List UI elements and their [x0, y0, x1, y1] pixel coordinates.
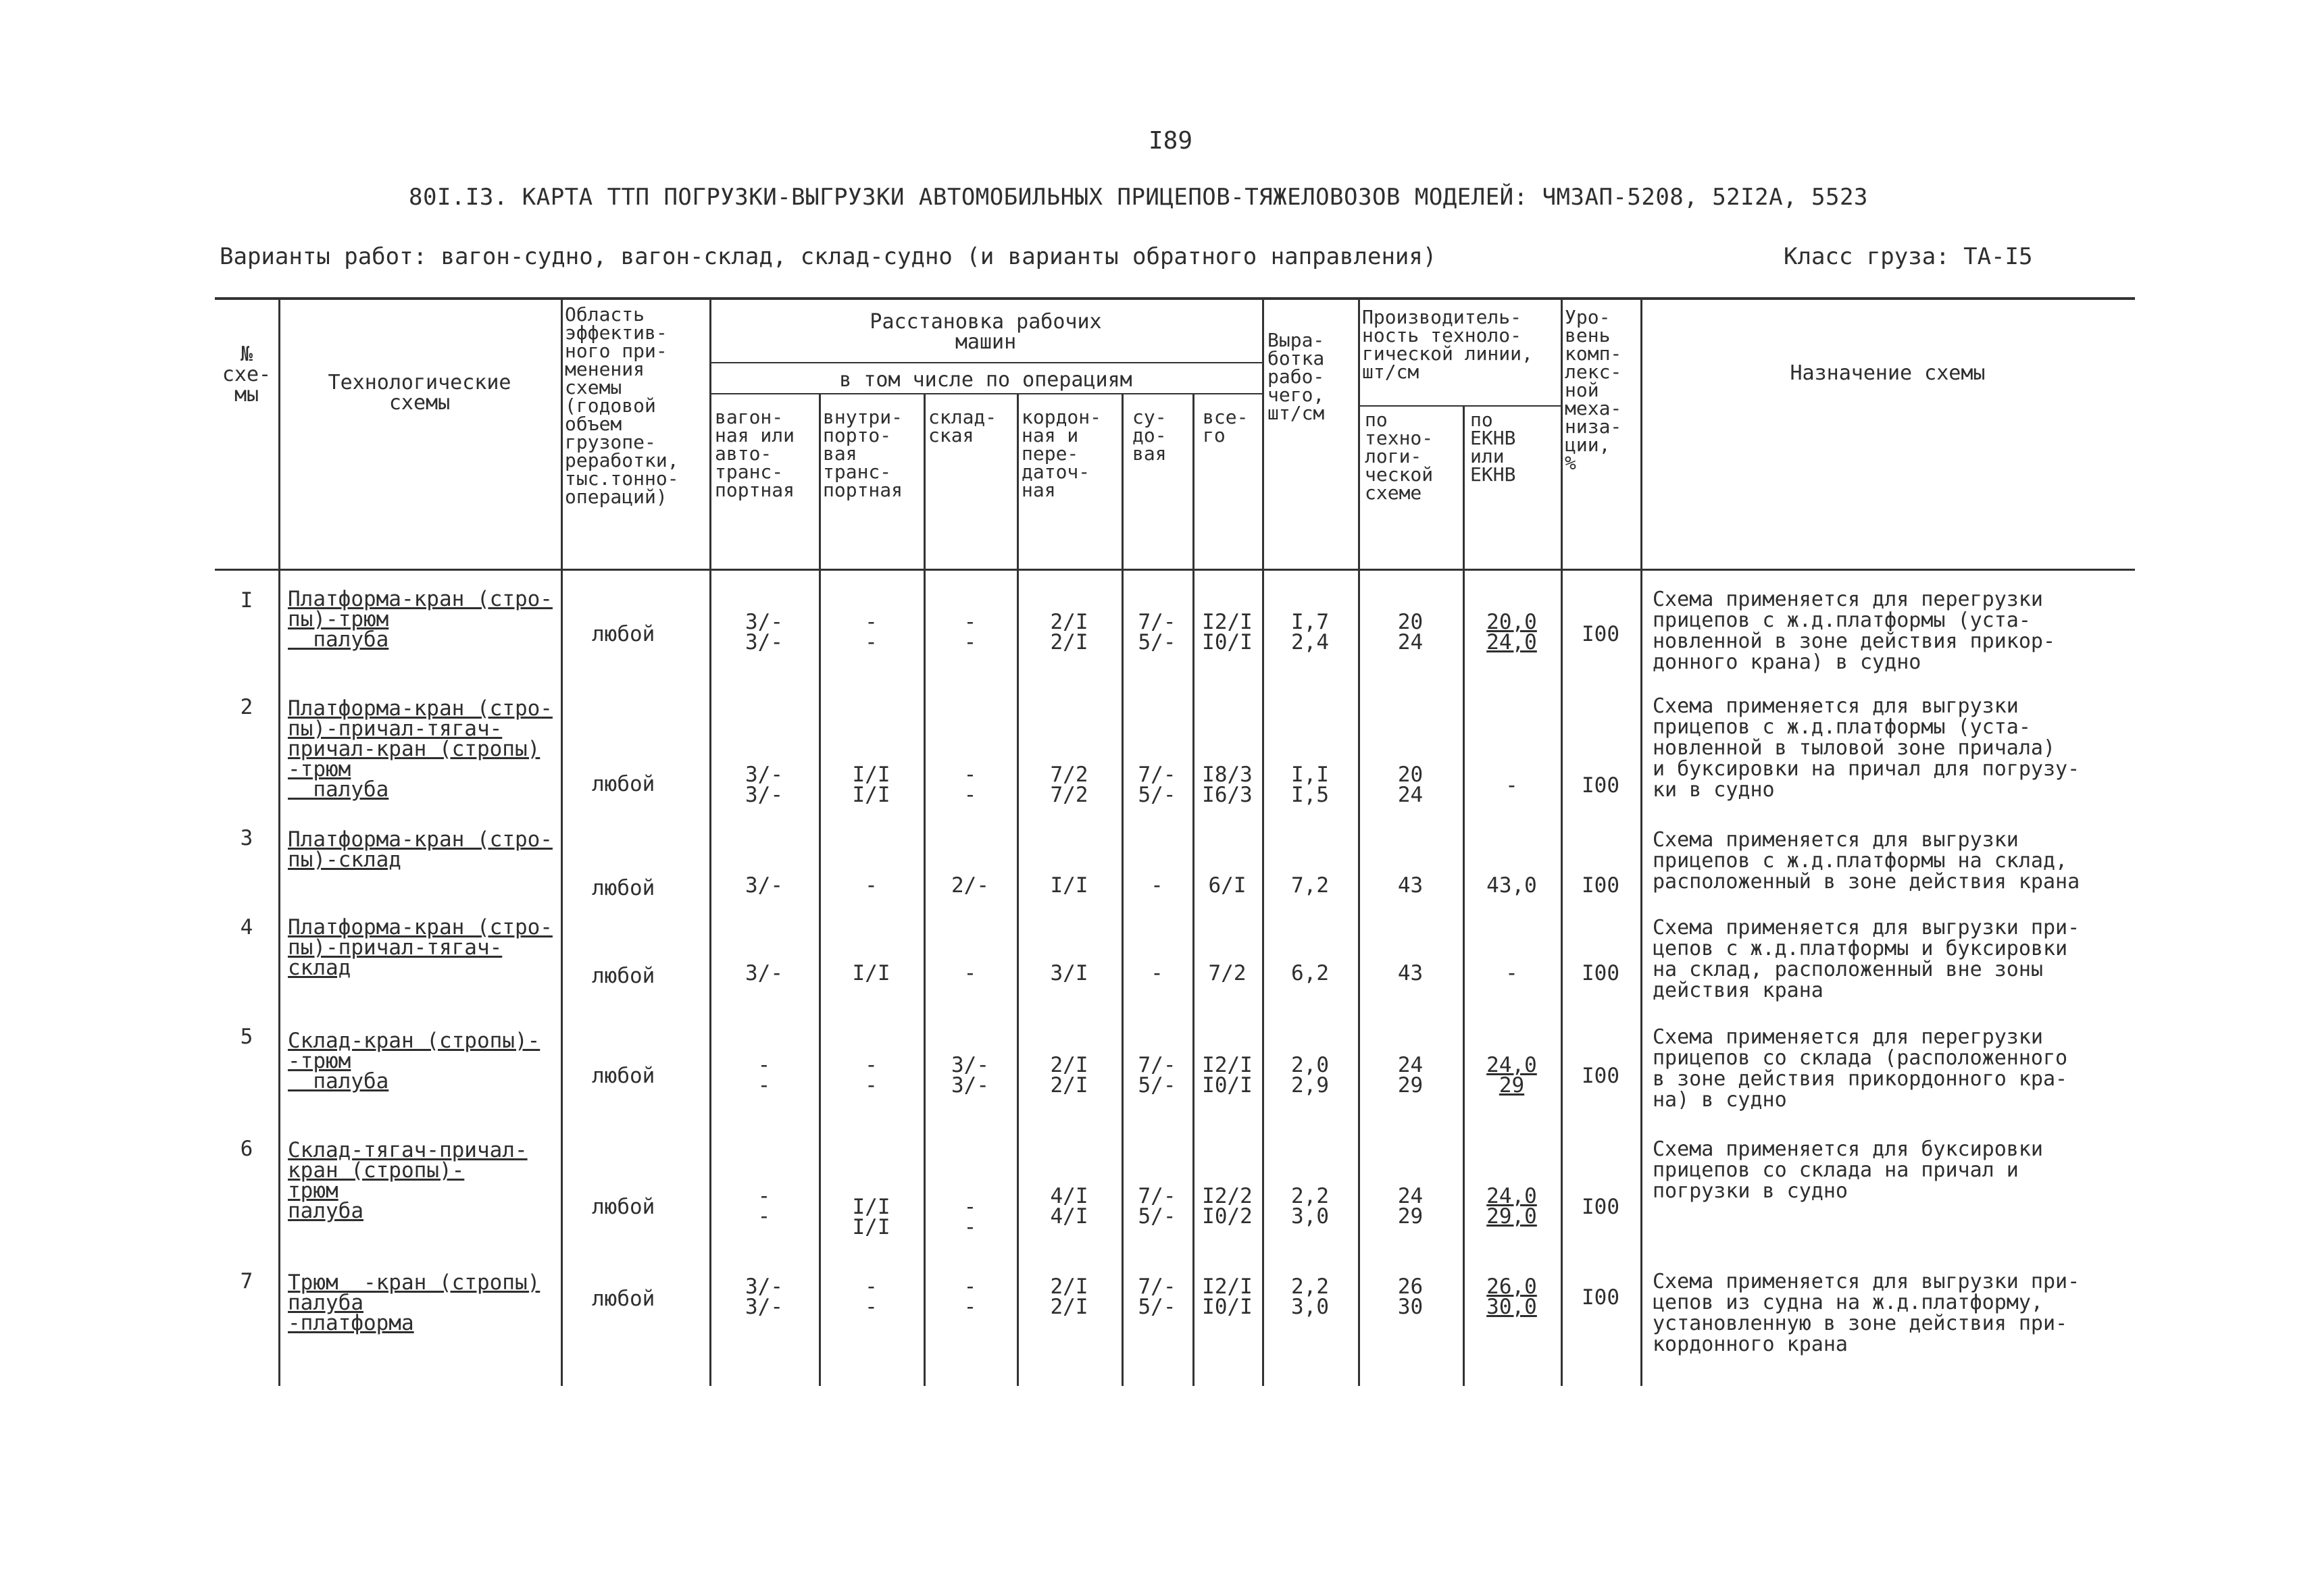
- row-7-internal: - -: [865, 1275, 878, 1319]
- row-4-purpose: Схема применяется для выгрузки при- цепов с ж.д.платформы и буксировки на склад, расположенный вне зоны действия крана: [1653, 916, 2080, 1002]
- row-1-mechanization: I00: [1582, 622, 1619, 646]
- header-by-scheme: по техно- логи- ческой схеме: [1365, 409, 1434, 504]
- row-5-cordon: 2/I 2/I: [1050, 1053, 1088, 1098]
- row-7-warehouse: - -: [963, 1275, 977, 1319]
- document-title: 80I.I3. КАРТА ТТП ПОГРУЗКИ-ВЫГРУЗКИ АВТОМОБИЛЬНЫХ ПРИЦЕПОВ-ТЯЖЕЛОВОЗОВ МОДЕЛЕЙ: ЧМЗАП-5208, 52I2А, 5523: [409, 184, 1868, 211]
- row-4-warehouse: -: [963, 961, 977, 985]
- row-3-scheme: Платформа-кран (стро- пы)-склад: [288, 827, 553, 872]
- row-4-mechanization: I00: [1582, 961, 1619, 985]
- col-divider: [278, 297, 280, 1386]
- row-4-area: любой: [592, 964, 655, 988]
- row-2-cordon: 7/2 7/2: [1050, 763, 1088, 807]
- row-1-scheme: Платформа-кран (стро- пы)-трюм палуба: [288, 587, 553, 652]
- row-2-area: любой: [592, 772, 655, 796]
- row-5-by-scheme: 24 29: [1397, 1053, 1424, 1098]
- row-3-cordon: I/I: [1050, 873, 1088, 898]
- header-purpose: Назначение схемы: [1790, 361, 1986, 385]
- col-divider: [1463, 405, 1465, 1386]
- including-subrule: [709, 393, 1263, 394]
- row-2-ship: 7/- 5/-: [1138, 763, 1176, 807]
- header-warehouse: склад- ская: [928, 406, 997, 446]
- row-7-scheme: Трюм -кран (стропы) палуба -платформа: [288, 1270, 540, 1335]
- row-6-cordon: 4/I 4/I: [1050, 1184, 1088, 1229]
- row-5-ship: 7/- 5/-: [1138, 1053, 1176, 1098]
- row-7-wagon: 3/- 3/-: [745, 1275, 783, 1319]
- row-4-internal: I/I: [852, 961, 890, 985]
- header-mechanization: Уро- вень комп- лекс- ной меха- низа- ции, %: [1565, 306, 1622, 474]
- row-2-wagon: 3/- 3/-: [745, 763, 783, 807]
- row-3-wagon: 3/-: [745, 873, 783, 898]
- row-1-output: I,7 2,4: [1291, 610, 1329, 654]
- row-6-by-scheme: 24 29: [1397, 1184, 1424, 1229]
- row-6-scheme: Склад-тягач-причал- кран (стропы)- трюм палуба: [288, 1138, 528, 1223]
- row-4-scheme: Платформа-кран (стро- пы)-причал-тягач- склад: [288, 915, 553, 980]
- row-5-total: I2/I I0/I: [1202, 1053, 1253, 1098]
- row-7-cordon: 2/I 2/I: [1050, 1275, 1088, 1319]
- row-3-total: 6/I: [1208, 873, 1247, 898]
- header-bottom-rule: [215, 569, 2135, 571]
- row-2-by-ekhnv: -: [1505, 773, 1518, 798]
- row-1-total: I2/I I0/I: [1202, 610, 1253, 654]
- row-4-total: 7/2: [1208, 961, 1247, 985]
- placement-subrule: [709, 362, 1263, 363]
- col-divider: [1561, 297, 1563, 1386]
- header-scheme-no: № схе- мы: [222, 342, 272, 407]
- row-1-cordon: 2/I 2/I: [1050, 610, 1088, 654]
- row-6-internal: I/I I/I: [852, 1195, 890, 1239]
- row-5-wagon: - -: [757, 1053, 771, 1098]
- row-3-mechanization: I00: [1582, 873, 1619, 898]
- header-output: Выра- ботка рабо- чего, шт/см: [1267, 329, 1325, 424]
- row-4-output: 6,2: [1291, 961, 1329, 985]
- row-6-output: 2,2 3,0: [1291, 1184, 1329, 1229]
- row-3-output: 7,2: [1291, 873, 1329, 898]
- row-6-ship: 7/- 5/-: [1138, 1184, 1176, 1229]
- row-6-by-ekhnv: 24,0 29,0: [1486, 1184, 1537, 1229]
- row-7-total: I2/I I0/I: [1202, 1275, 1253, 1319]
- row-7-purpose: Схема применяется для выгрузки при- цепов из судна на ж.д.платформу, установленную в зоне действия при- кордонного крана: [1653, 1270, 2080, 1356]
- row-2-total: I8/3 I6/3: [1202, 763, 1253, 807]
- row-4-by-ekhnv: -: [1505, 961, 1518, 985]
- row-3-internal: -: [865, 873, 878, 898]
- row-7-area: любой: [592, 1287, 655, 1311]
- header-including: в том числе по операциям: [839, 368, 1132, 392]
- row-1-area: любой: [592, 622, 655, 646]
- row-2-no: 2: [240, 695, 253, 719]
- row-5-no: 5: [240, 1025, 253, 1049]
- cargo-class: Класс груза: ТА-I5: [1784, 243, 2033, 270]
- header-by-ekhnv: по ЕКНВ или ЕКНВ: [1470, 409, 1516, 486]
- header-productivity: Производитель- ность техноло- гической линии, шт/см: [1362, 306, 1533, 383]
- row-5-mechanization: I00: [1582, 1064, 1619, 1088]
- row-2-internal: I/I I/I: [852, 763, 890, 807]
- row-4-by-scheme: 43: [1397, 961, 1424, 985]
- row-7-by-scheme: 26 30: [1397, 1275, 1424, 1319]
- header-internal: внутри- порто- вая транс- портная: [823, 406, 903, 501]
- col-divider: [1640, 297, 1642, 1386]
- row-2-scheme: Платформа-кран (стро- пы)-причал-тягач- причал-кран (стропы) -трюм палуба: [288, 696, 553, 802]
- row-7-no: 7: [240, 1269, 253, 1293]
- row-1-wagon: 3/- 3/-: [745, 610, 783, 654]
- row-6-no: 6: [240, 1137, 253, 1161]
- row-4-wagon: 3/-: [745, 961, 783, 985]
- header-ship: су- до- вая: [1132, 406, 1167, 465]
- row-1-warehouse: - -: [963, 610, 977, 654]
- row-1-ship: 7/- 5/-: [1138, 610, 1176, 654]
- row-7-mechanization: I00: [1582, 1285, 1619, 1310]
- header-area: Область эффектив- ного при- менения схемы (годовой объем грузопе- реработки, тыс.тонно- операций): [565, 303, 679, 508]
- row-3-no: 3: [240, 826, 253, 850]
- row-2-warehouse: - -: [963, 763, 977, 807]
- row-1-internal: - -: [865, 610, 878, 654]
- header-total: все- го: [1203, 406, 1249, 446]
- row-5-internal: - -: [865, 1053, 878, 1098]
- row-5-warehouse: 3/- 3/-: [951, 1053, 989, 1098]
- row-6-wagon: - -: [757, 1184, 771, 1229]
- row-5-purpose: Схема применяется для перегрузки прицепов со склада (расположенного в зоне действия прикордонного кра- на) в судно: [1653, 1025, 2068, 1112]
- row-7-ship: 7/- 5/-: [1138, 1275, 1176, 1319]
- row-6-warehouse: - -: [963, 1195, 977, 1239]
- row-6-mechanization: I00: [1582, 1195, 1619, 1219]
- row-4-cordon: 3/I: [1050, 961, 1088, 985]
- row-6-total: I2/2 I0/2: [1202, 1184, 1253, 1229]
- row-4-no: 4: [240, 915, 253, 939]
- page-number: I89: [1149, 127, 1193, 155]
- header-cordon: кордон- ная и пере- даточ- ная: [1022, 406, 1102, 501]
- row-1-purpose: Схема применяется для перегрузки прицепов с ж.д.платформы (уста- новленной в зоне действия прикор- донного крана) в судно: [1653, 588, 2056, 674]
- row-1-no: I: [240, 588, 253, 613]
- row-3-purpose: Схема применяется для выгрузки прицепов с ж.д.платформы на склад, расположенный в зоне действия крана: [1653, 828, 2080, 894]
- header-wagon: вагон- ная или авто- транс- портная: [715, 406, 795, 501]
- row-6-area: любой: [592, 1195, 655, 1219]
- row-5-scheme: Склад-кран (стропы)- -трюм палуба: [288, 1029, 540, 1093]
- row-4-ship: -: [1151, 961, 1163, 985]
- row-2-purpose: Схема применяется для выгрузки прицепов с ж.д.платформы (уста- новленной в тыловой зоне причала) и буксировки на причал для погрузу- ки в судно: [1653, 694, 2080, 802]
- row-6-purpose: Схема применяется для буксировки прицепов со склада на причал и погрузки в судно: [1653, 1137, 2043, 1203]
- row-1-by-ekhnv: 20,0 24,0: [1486, 610, 1537, 654]
- row-5-area: любой: [592, 1064, 655, 1088]
- row-5-output: 2,0 2,9: [1291, 1053, 1329, 1098]
- row-7-by-ekhnv: 26,0 30,0: [1486, 1275, 1537, 1319]
- table-top-rule: [215, 297, 2135, 300]
- row-2-mechanization: I00: [1582, 773, 1619, 798]
- row-2-by-scheme: 20 24: [1397, 763, 1424, 807]
- row-3-by-ekhnv: 43,0: [1486, 873, 1537, 898]
- row-2-output: I,I I,5: [1291, 763, 1329, 807]
- header-tech-schemes: Технологические схемы: [328, 371, 511, 415]
- col-divider: [561, 297, 563, 1386]
- row-5-by-ekhnv: 24,0 29: [1486, 1053, 1537, 1098]
- productivity-subrule: [1358, 405, 1561, 407]
- row-3-warehouse: 2/-: [951, 873, 989, 898]
- row-3-ship: -: [1151, 873, 1163, 898]
- row-3-by-scheme: 43: [1397, 873, 1424, 898]
- work-variants: Варианты работ: вагон-судно, вагон-склад, склад-судно (и варианты обратного направления): [220, 243, 1437, 270]
- header-placement: Расстановка рабочих машин: [870, 310, 1102, 354]
- row-1-by-scheme: 20 24: [1397, 610, 1424, 654]
- row-7-output: 2,2 3,0: [1291, 1275, 1329, 1319]
- row-3-area: любой: [592, 876, 655, 900]
